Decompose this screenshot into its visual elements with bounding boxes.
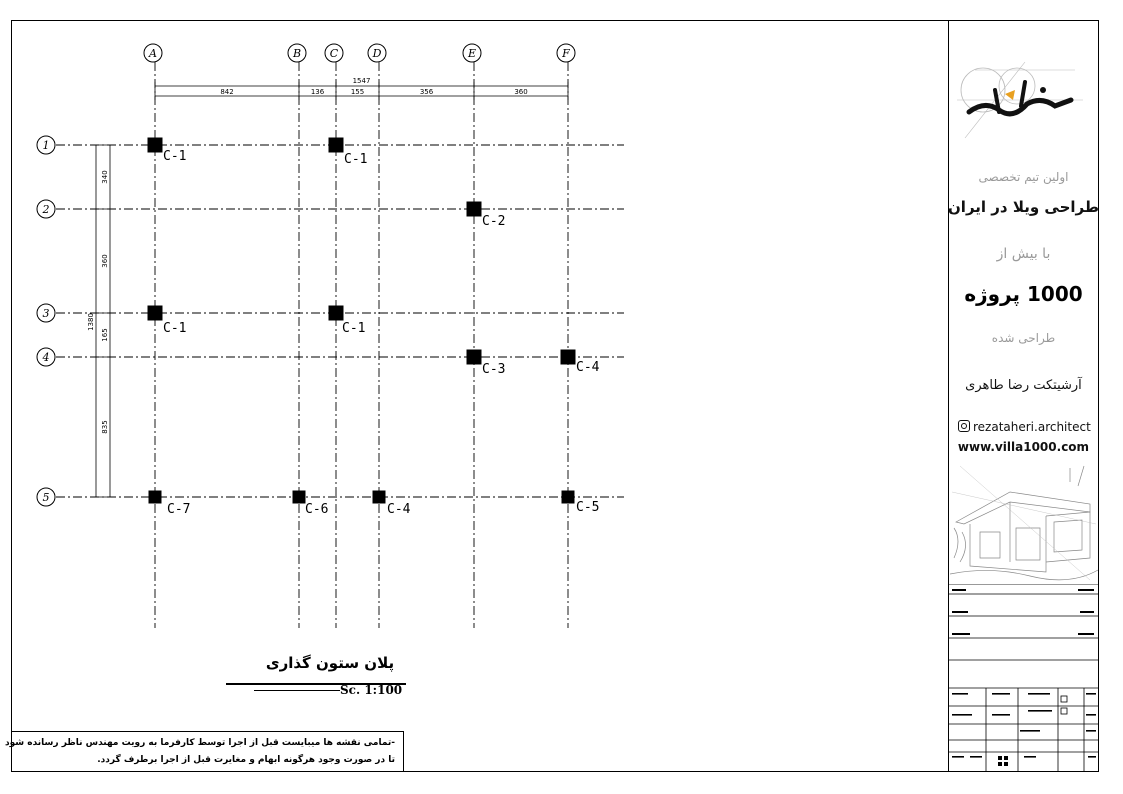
title-block: [948, 584, 1099, 772]
promo-line-5: طراحی شده: [991, 331, 1056, 345]
column-marker: [561, 350, 576, 365]
grid-label-B: B: [292, 47, 302, 60]
y-spacing-label: 360: [101, 254, 109, 268]
instagram-handle-row: [958, 420, 1091, 434]
y-spacing-label: 835: [101, 420, 109, 434]
x-spacing-label: 155: [350, 88, 365, 96]
grid-label-E: E: [467, 47, 477, 60]
column-marker: [149, 491, 162, 504]
x-spacing-label: 842: [220, 88, 234, 96]
villa-sketch-icon: [950, 462, 1098, 584]
y-spacing-label: 340: [101, 170, 109, 184]
y-spacing-label: 165: [101, 328, 109, 342]
promo-line-4: 1000 پروژه: [964, 282, 1083, 306]
general-note-box: [5, 731, 404, 771]
grid-label-3: 3: [42, 307, 50, 320]
x-spacing-label: 136: [310, 88, 325, 96]
column-marker: [467, 350, 482, 365]
instagram-icon: [958, 420, 970, 432]
column-marker: [148, 138, 163, 153]
promo-line-2: طراحی ویلا در ایران: [948, 198, 1099, 216]
column-label: C-5: [576, 500, 600, 515]
note-line-2: تا در صورت وجود هرگونه ابهام و مغایرت قبل از اجرا برطرف گردد.: [97, 755, 395, 765]
grid-label-A: A: [149, 47, 157, 60]
grid-label-F: F: [562, 47, 570, 60]
column-marker: [329, 138, 344, 153]
column-marker: [562, 491, 575, 504]
studio-logo-icon: [955, 60, 1085, 140]
column-label: C-1: [342, 321, 366, 336]
instagram-handle: rezataheri.architect: [973, 420, 1091, 434]
overall-height-label: 1380: [87, 313, 95, 331]
x-spacing-label: 356: [419, 88, 434, 96]
column-marker: [373, 491, 386, 504]
column-label: C-2: [482, 214, 506, 229]
note-line-1: -تمامی نقشه ها میبایست قبل از اجرا توسط کارفرما به رویت مهندس ناظر رسانده شود: [5, 738, 395, 748]
grid-label-5: 5: [42, 491, 50, 504]
promo-line-3: با بیش از: [996, 246, 1051, 262]
architect-name: آرشیتکت رضا طاهری: [965, 378, 1082, 393]
overall-width-label: 1547: [352, 77, 371, 85]
column-marker: [148, 306, 163, 321]
column-marker: [329, 306, 344, 321]
grid-label-D: D: [372, 47, 382, 60]
column-label: C-7: [167, 502, 191, 517]
column-label: C-1: [163, 149, 187, 164]
plan-title: پلان ستون گذاری: [265, 654, 395, 672]
scale-underline: [254, 690, 340, 691]
column-marker: [293, 491, 306, 504]
column-marker: [467, 202, 482, 217]
column-label: C-1: [344, 152, 368, 167]
column-label: C-1: [163, 321, 187, 336]
x-spacing-label: 360: [514, 88, 528, 96]
grid-label-C: C: [329, 47, 339, 60]
grid-label-2: 2: [42, 203, 50, 216]
grid-label-4: 4: [42, 351, 50, 364]
column-label: C-6: [305, 502, 329, 517]
website-url: www.villa1000.com: [957, 440, 1090, 454]
plan-scale: Sc. 1:100: [340, 683, 403, 697]
grid-label-1: 1: [42, 139, 50, 152]
column-label: C-3: [482, 362, 506, 377]
promo-line-1: اولین تیم تخصصی: [978, 170, 1069, 184]
column-label: C-4: [387, 502, 411, 517]
column-label: C-4: [576, 360, 600, 375]
